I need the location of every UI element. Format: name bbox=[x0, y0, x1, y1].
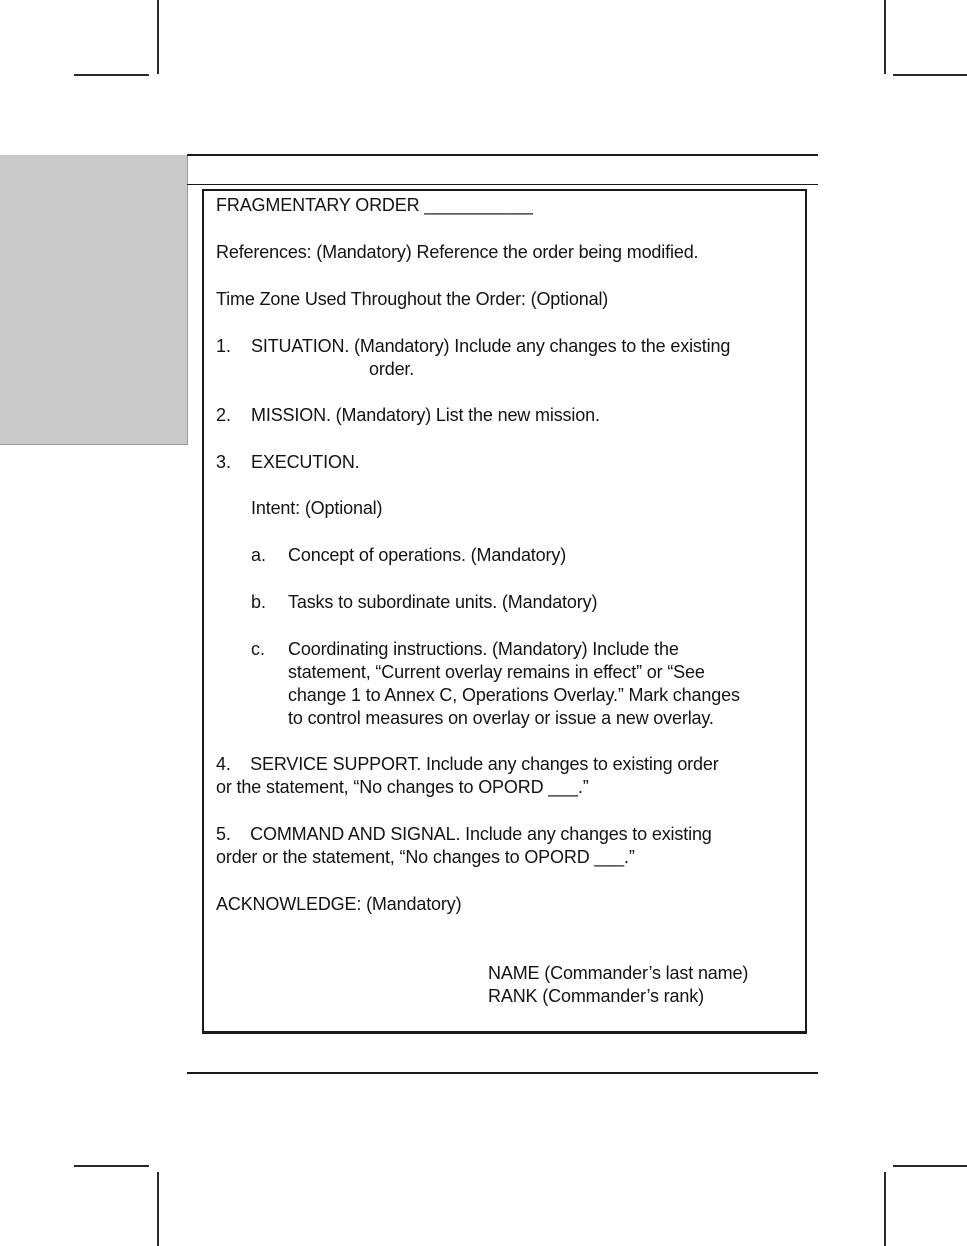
coordinating-instructions-line-4: to control measures on overlay or issue a new overlay. bbox=[288, 708, 714, 728]
acknowledge-line: ACKNOWLEDGE: (Mandatory) bbox=[216, 894, 462, 914]
service-support-line-1: 4. SERVICE SUPPORT. Include any changes to existing order bbox=[216, 754, 719, 774]
crop-mark-bottom-right-vertical bbox=[884, 1172, 886, 1246]
crop-mark-bottom-left-horizontal bbox=[74, 1165, 149, 1167]
footer-rule bbox=[187, 1072, 818, 1074]
intent-line: Intent: (Optional) bbox=[251, 498, 383, 518]
situation-line-1: SITUATION. (Mandatory) Include any changes to the existing bbox=[251, 336, 731, 356]
paragraph-number: 2. bbox=[216, 405, 232, 425]
commander-rank: RANK (Commander’s rank) bbox=[488, 986, 704, 1006]
header-rule-thin bbox=[187, 184, 818, 185]
situation-line-2: order. bbox=[369, 359, 415, 379]
crop-mark-top-right-horizontal bbox=[893, 74, 967, 76]
subparagraph-label: c. bbox=[251, 639, 266, 659]
paragraph-number: 3. bbox=[216, 452, 232, 472]
command-signal-line-2: order or the statement, “No changes to OPORD ___.” bbox=[216, 847, 635, 867]
fragmentary-order-form bbox=[202, 189, 807, 1034]
order-title: FRAGMENTARY ORDER ___________ bbox=[216, 195, 533, 215]
coordinating-instructions-line-1: Coordinating instructions. (Mandatory) Include the bbox=[288, 639, 679, 659]
coordinating-instructions-line-2: statement, “Current overlay remains in effect” or “See bbox=[288, 662, 705, 682]
commander-name: NAME (Commander’s last name) bbox=[488, 963, 749, 983]
execution-heading: EXECUTION. bbox=[251, 452, 360, 472]
crop-mark-bottom-right-horizontal bbox=[893, 1165, 967, 1167]
tasks-line: Tasks to subordinate units. (Mandatory) bbox=[288, 592, 598, 612]
mission-line: MISSION. (Mandatory) List the new mission. bbox=[251, 405, 600, 425]
command-signal-line-1: 5. COMMAND AND SIGNAL. Include any changes to existing bbox=[216, 824, 712, 844]
time-zone-line: Time Zone Used Throughout the Order: (Optional) bbox=[216, 289, 609, 309]
concept-of-operations-line: Concept of operations. (Mandatory) bbox=[288, 545, 567, 565]
header-rule-thick bbox=[187, 154, 818, 156]
margin-tab-block bbox=[0, 155, 188, 445]
crop-mark-top-left-vertical bbox=[157, 0, 159, 74]
crop-mark-top-left-horizontal bbox=[74, 74, 149, 76]
paragraph-number: 1. bbox=[216, 336, 232, 356]
service-support-line-2: or the statement, “No changes to OPORD ___.” bbox=[216, 777, 589, 797]
crop-mark-bottom-left-vertical bbox=[157, 1172, 159, 1246]
subparagraph-label: a. bbox=[251, 545, 267, 565]
references-line: References: (Mandatory) Reference the order being modified. bbox=[216, 242, 699, 262]
subparagraph-label: b. bbox=[251, 592, 267, 612]
crop-mark-top-right-vertical bbox=[884, 0, 886, 74]
coordinating-instructions-line-3: change 1 to Annex C, Operations Overlay.” Mark changes bbox=[288, 685, 740, 705]
